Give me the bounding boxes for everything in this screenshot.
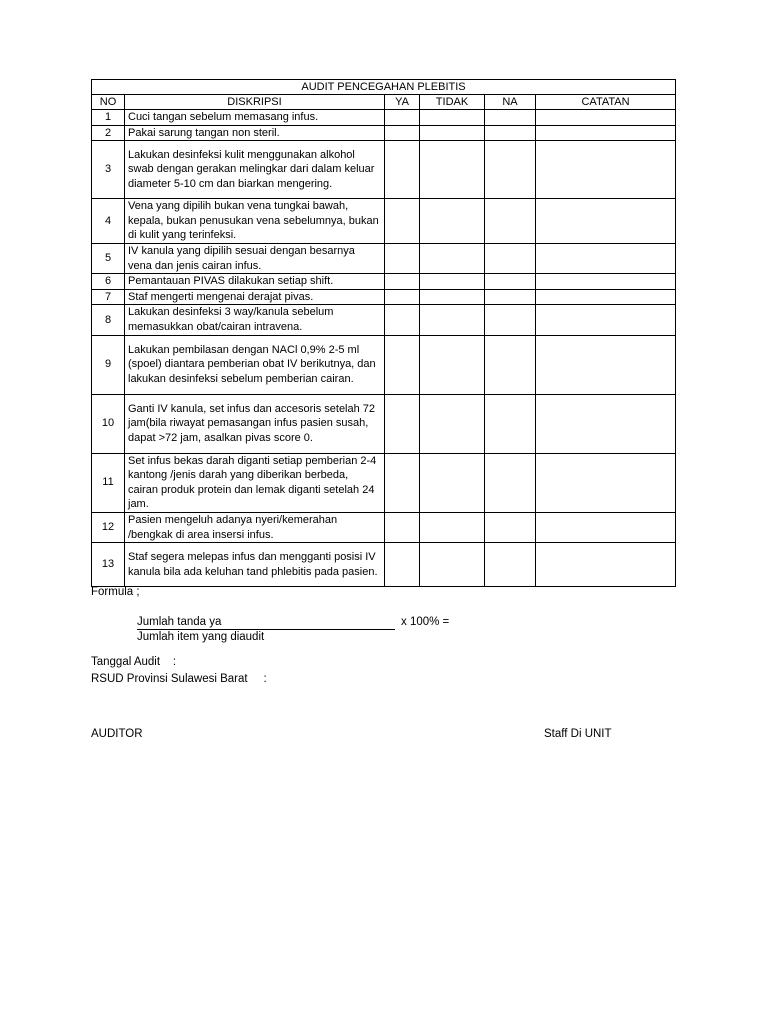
row-description: IV kanula yang dipilih sesuai dengan besarnya vena dan jenis cairan infus. (125, 243, 385, 273)
table-header-row (92, 95, 676, 110)
table-row (92, 125, 676, 141)
ya-cell[interactable] (385, 199, 420, 244)
row-number: 6 (92, 274, 125, 290)
tidak-cell[interactable] (420, 110, 485, 126)
row-description: Staf mengerti mengenai derajat pivas. (125, 289, 385, 305)
row-number: 5 (92, 243, 125, 273)
na-cell[interactable] (485, 543, 536, 587)
ya-cell[interactable] (385, 512, 420, 542)
na-cell[interactable] (485, 394, 536, 453)
rsud-label: RSUD Provinsi Sulawesi Barat : (91, 673, 267, 685)
row-number: 9 (92, 335, 125, 394)
tidak-cell[interactable] (420, 305, 485, 335)
catatan-cell[interactable] (536, 110, 676, 126)
row-description: Pasien mengeluh adanya nyeri/kemerahan /bengkak di area insersi infus. (125, 512, 385, 542)
row-number: 10 (92, 394, 125, 453)
tidak-cell[interactable] (420, 274, 485, 290)
catatan-cell[interactable] (536, 125, 676, 141)
row-description: Ganti IV kanula, set infus dan accesoris setelah 72 jam(bila riwayat pemasangan infus pasien susah, dapat >72 jam, asalkan pivas score 0. (125, 394, 385, 453)
tidak-cell[interactable] (420, 199, 485, 244)
tidak-cell[interactable] (420, 125, 485, 141)
table-row (92, 199, 676, 244)
ya-cell[interactable] (385, 110, 420, 126)
table-row (92, 543, 676, 587)
ya-cell[interactable] (385, 243, 420, 273)
audit-table (91, 79, 676, 587)
tidak-cell[interactable] (420, 141, 485, 199)
row-number: 3 (92, 141, 125, 199)
na-cell[interactable] (485, 274, 536, 290)
na-cell[interactable] (485, 141, 536, 199)
ya-cell[interactable] (385, 289, 420, 305)
na-cell[interactable] (485, 110, 536, 126)
row-description: Cuci tangan sebelum memasang infus. (125, 110, 385, 126)
na-cell[interactable] (485, 453, 536, 512)
tidak-cell[interactable] (420, 289, 485, 305)
na-cell[interactable] (485, 335, 536, 394)
catatan-cell[interactable] (536, 394, 676, 453)
table-row (92, 289, 676, 305)
header-na: NA (485, 95, 536, 110)
formula-denominator: Jumlah item yang diaudit (137, 631, 265, 643)
ya-cell[interactable] (385, 125, 420, 141)
na-cell[interactable] (485, 243, 536, 273)
header-ya: YA (385, 95, 420, 110)
header-description: DISKRIPSI (125, 95, 385, 110)
staff-unit-label: Staff Di UNIT (544, 728, 612, 740)
formula-multiplier: x 100% = (401, 616, 450, 628)
catatan-cell[interactable] (536, 543, 676, 587)
row-description: Lakukan desinfeksi 3 way/kanula sebelum memasukkan obat/cairan intravena. (125, 305, 385, 335)
auditor-label: AUDITOR (91, 728, 143, 740)
table-title: AUDIT PENCEGAHAN PLEBITIS (92, 80, 676, 95)
table-title-row (92, 80, 676, 95)
row-number: 8 (92, 305, 125, 335)
row-description: Lakukan desinfeksi kulit menggunakan alkohol swab dengan gerakan melingkar dari dalam keluar diameter 5-10 cm dan biarkan mengering. (125, 141, 385, 199)
ya-cell[interactable] (385, 335, 420, 394)
table-row (92, 243, 676, 273)
catatan-cell[interactable] (536, 305, 676, 335)
ya-cell[interactable] (385, 274, 420, 290)
table-row (92, 305, 676, 335)
catatan-cell[interactable] (536, 289, 676, 305)
na-cell[interactable] (485, 289, 536, 305)
row-description: Vena yang dipilih bukan vena tungkai bawah, kepala, bukan penusukan vena sebelumnya, bukan di kulit yang terinfeksi. (125, 199, 385, 244)
tidak-cell[interactable] (420, 512, 485, 542)
tanggal-audit-label: Tanggal Audit : (91, 656, 177, 668)
ya-cell[interactable] (385, 141, 420, 199)
table-row (92, 453, 676, 512)
table-row (92, 274, 676, 290)
row-number: 12 (92, 512, 125, 542)
ya-cell[interactable] (385, 394, 420, 453)
tidak-cell[interactable] (420, 394, 485, 453)
ya-cell[interactable] (385, 305, 420, 335)
formula-numerator: Jumlah tanda ya (137, 616, 395, 630)
row-number: 1 (92, 110, 125, 126)
header-tidak: TIDAK (420, 95, 485, 110)
table-row (92, 394, 676, 453)
catatan-cell[interactable] (536, 141, 676, 199)
row-number: 7 (92, 289, 125, 305)
table-row (92, 335, 676, 394)
na-cell[interactable] (485, 512, 536, 542)
catatan-cell[interactable] (536, 199, 676, 244)
row-number: 13 (92, 543, 125, 587)
table-row (92, 512, 676, 542)
tidak-cell[interactable] (420, 453, 485, 512)
row-description: Set infus bekas darah diganti setiap pemberian 2-4 kantong /jenis darah yang diberikan berbeda, cairan produk protein dan lemak diganti setelah 24 jam. (125, 453, 385, 512)
na-cell[interactable] (485, 125, 536, 141)
catatan-cell[interactable] (536, 243, 676, 273)
catatan-cell[interactable] (536, 512, 676, 542)
header-no: NO (92, 95, 125, 110)
table-row (92, 141, 676, 199)
header-catatan: CATATAN (536, 95, 676, 110)
row-description: Pemantauan PIVAS dilakukan setiap shift. (125, 274, 385, 290)
table-row (92, 110, 676, 126)
catatan-cell[interactable] (536, 453, 676, 512)
row-description: Pakai sarung tangan non steril. (125, 125, 385, 141)
row-number: 2 (92, 125, 125, 141)
tidak-cell[interactable] (420, 335, 485, 394)
na-cell[interactable] (485, 305, 536, 335)
catatan-cell[interactable] (536, 335, 676, 394)
ya-cell[interactable] (385, 453, 420, 512)
catatan-cell[interactable] (536, 274, 676, 290)
row-description: Lakukan pembilasan dengan NACl 0,9% 2-5 ml (spoel) diantara pemberian obat IV berikutnya, dan lakukan desinfeksi sebelum pemberian cairan. (125, 335, 385, 394)
row-number: 11 (92, 453, 125, 512)
formula-label: Formula ; (91, 586, 140, 598)
row-description: Staf segera melepas infus dan mengganti posisi IV kanula bila ada keluhan tand phlebitis pada pasien. (125, 543, 385, 587)
ya-cell[interactable] (385, 543, 420, 587)
tidak-cell[interactable] (420, 543, 485, 587)
row-number: 4 (92, 199, 125, 244)
na-cell[interactable] (485, 199, 536, 244)
tidak-cell[interactable] (420, 243, 485, 273)
